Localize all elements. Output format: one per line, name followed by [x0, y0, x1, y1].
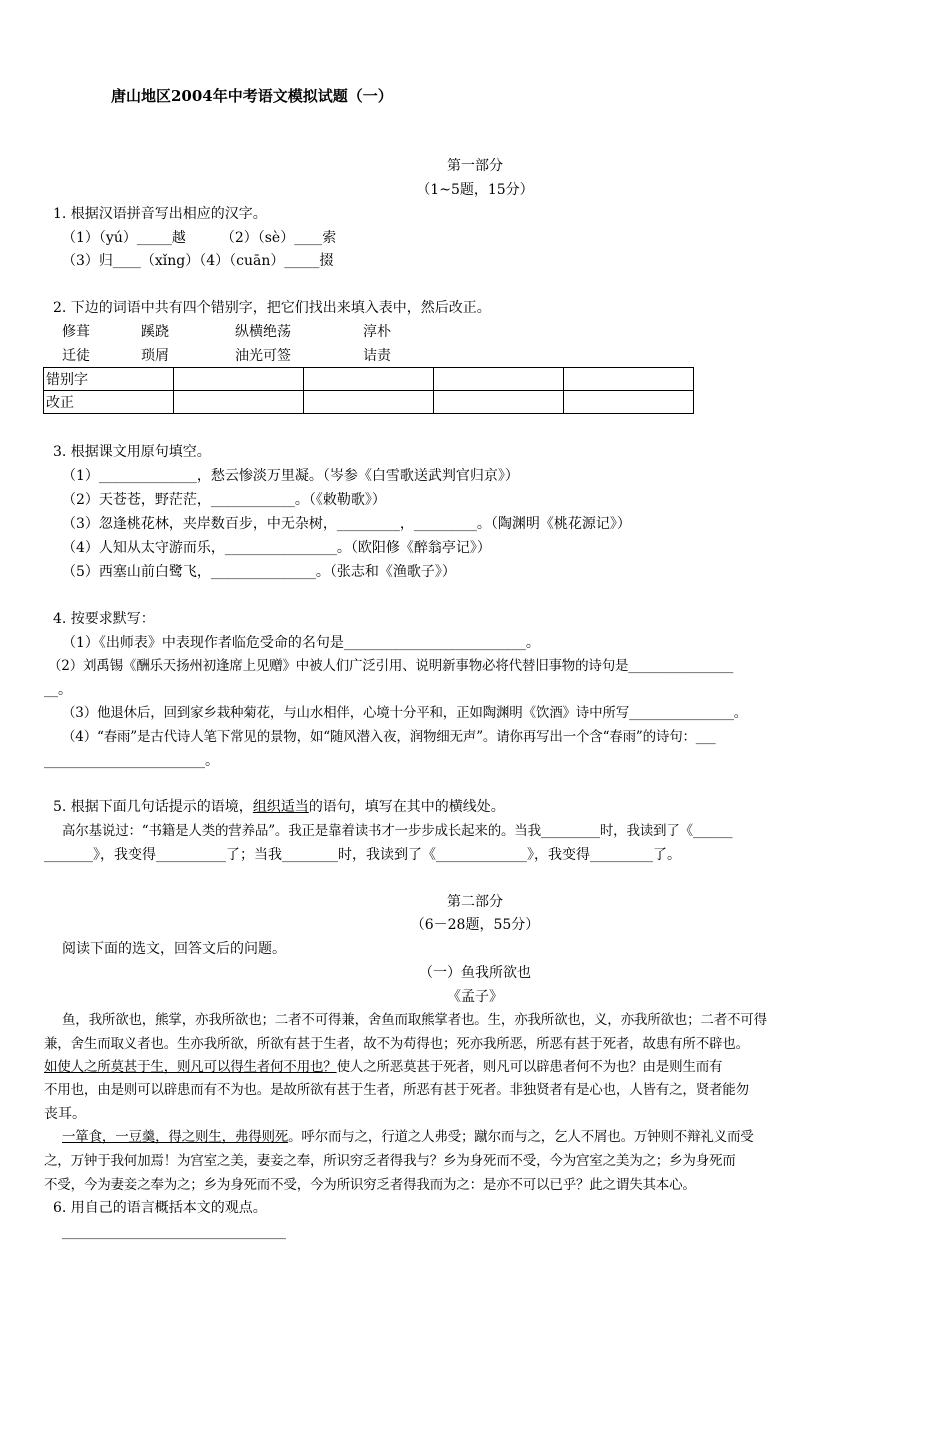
answer-cell[interactable]	[304, 368, 434, 391]
answer-cell[interactable]	[434, 391, 564, 414]
passage-line	[62, 1127, 754, 1147]
q4-item-cont: __。	[44, 682, 72, 698]
q6-stem: 6. 用自己的语言概括本文的观点。	[53, 1200, 267, 1216]
part2-heading: 第二部分	[447, 894, 503, 910]
answer-cell[interactable]	[564, 391, 694, 414]
table-row	[44, 368, 694, 391]
q5-stem	[53, 797, 505, 817]
passage-title: （一）鱼我所欲也	[419, 965, 531, 981]
part2-range: （6－28题，55分）	[410, 917, 540, 933]
q5-line: 高尔基说过：“书籍是人类的营养品”。我正是靠着读书才一步步成长起来的。当我_________时，我读到了《______	[62, 823, 733, 839]
q2-word: 诘责	[363, 348, 391, 364]
passage-line: 不用也，由是则可以辟患而有不为也。是故所欲有甚于生者，所恶有甚于死者。非独贤者有是心也，人皆有之，贤者能勿	[44, 1082, 749, 1098]
q1-line1: （1）（yú）_____越 （2）（sè）____索	[62, 230, 337, 246]
passage-line: 鱼，我所欲也，熊掌，亦我所欲也；二者不可得兼，舍鱼而取熊掌者也。生，亦我所欲也，义，亦我所欲也；二者不可得	[62, 1012, 767, 1028]
passage-underlined: 如使人之所莫甚于生，则凡可以得生者何不用也？	[44, 1059, 337, 1075]
q4-item-cont: _______________________。	[44, 753, 219, 769]
q2-word: 蹊跷	[141, 324, 169, 340]
q4-item: （1）《出师表》中表现作者临危受命的名句是__________________________。	[62, 635, 540, 651]
passage-line	[44, 1057, 722, 1077]
q2-word: 纵横绝荡	[235, 324, 291, 340]
part2-intro: 阅读下面的选文，回答文后的问题。	[62, 941, 286, 957]
passage-author: 《孟子》	[447, 989, 503, 1005]
q4-item: （4）“春雨”是古代诗人笔下常见的景物，如“随风潜入夜，润物细无声”。请你再写出一个含“春雨”的诗句：___	[62, 729, 716, 745]
passage-line: 丧耳。	[44, 1106, 86, 1122]
part1-heading: 第一部分	[447, 158, 503, 174]
passage-line: 不受，今为妻妾之奉为之；乡为身死而不受，今为所识穷乏者得我而为之：是亦不可以已乎？此之谓失其本心。	[44, 1177, 696, 1193]
part1-range: （1~5题，15分）	[416, 182, 534, 198]
passage-text: 。呼尔而与之，行道之人弗受；蹴尔而与之，乞人不屑也。万钟则不辩礼义而受	[288, 1129, 754, 1145]
answer-cell[interactable]	[564, 368, 694, 391]
q5-stem-post: 的语句，填写在其中的横线处。	[308, 799, 505, 815]
q4-stem: 4. 按要求默写：	[53, 611, 155, 627]
q2-stem: 2. 下边的词语中共有四个错别字，把它们找出来填入表中，然后改正。	[53, 300, 491, 316]
q3-item: （2）天苍苍，野茫茫，____________。（《敕勒歌》）	[62, 492, 386, 508]
page-title: 唐山地区2004年中考语文模拟试题（一）	[111, 87, 393, 105]
q5-line: _______》，我变得__________了；当我________时，我读到了《_____________》，我变得_________了。	[44, 847, 681, 863]
answer-cell[interactable]	[174, 391, 304, 414]
answer-table	[43, 367, 694, 414]
q3-stem: 3. 根据课文用原句填空。	[53, 444, 211, 460]
q2-word: 油光可签	[235, 348, 291, 364]
q2-word: 琐屑	[141, 348, 169, 364]
q3-item: （4）人知从太守游而乐，________________。（欧阳修《醉翁亭记》）	[62, 540, 491, 556]
table-row	[44, 391, 694, 414]
q3-item: （3）忽逢桃花林，夹岸数百步，中无杂树，_________，_________。（陶渊明《桃花源记》）	[62, 516, 631, 532]
q3-item: （1）______________，愁云惨淡万里凝。（岑参《白雪歌送武判官归京》）	[62, 468, 519, 484]
q4-item: （3）他退休后，回到家乡栽种菊花，与山水相伴，心境十分平和，正如陶渊明《饮酒》诗中所写________________。	[62, 705, 748, 721]
q1-stem: 1. 根据汉语拼音写出相应的汉字。	[53, 206, 267, 222]
passage-line: 之，万钟于我何加焉！为宫室之美，妻妾之奉，所识穷乏者得我与？乡为身死而不受，今为宫室之美为之；乡为身死而	[44, 1153, 736, 1169]
q2-word: 迁徒	[62, 348, 90, 364]
q4-item: （2）刘禹锡《酬乐天扬州初逢席上见赠》中被人们广泛引用、说明新事物必将代替旧事物的诗句是________________	[48, 658, 734, 674]
q2-word: 修葺	[62, 324, 90, 340]
answer-cell[interactable]	[174, 368, 304, 391]
answer-cell[interactable]	[434, 368, 564, 391]
q5-stem-underlined: 组织适当	[252, 799, 309, 815]
q1-line2: （3）归____（xǐng）（4）（cuān）_____掇	[62, 253, 334, 269]
q5-stem-pre: 5. 根据下面几句话提示的语境，	[53, 799, 253, 815]
passage-text: 使人之所恶莫甚于死者，则凡可以辟患者何不为也？由是则生而有	[336, 1059, 723, 1075]
passage-line: 兼，舍生而取义者也。生亦我所欲，所欲有甚于生者，故不为苟得也；死亦我所恶，所恶有甚于死者，故患有所不辟也。	[44, 1036, 749, 1052]
q2-word: 淳朴	[363, 324, 391, 340]
q3-item: （5）西塞山前白鹭飞，_______________。（张志和《渔歌子》）	[62, 564, 456, 580]
answer-cell[interactable]	[304, 391, 434, 414]
row-header: 改正	[44, 391, 174, 414]
q6-answer-line[interactable]: ________________________________	[62, 1224, 286, 1240]
row-header: 错别字	[44, 368, 174, 391]
passage-underlined: 一箪食，一豆羹，得之则生，弗得则死	[62, 1129, 289, 1145]
